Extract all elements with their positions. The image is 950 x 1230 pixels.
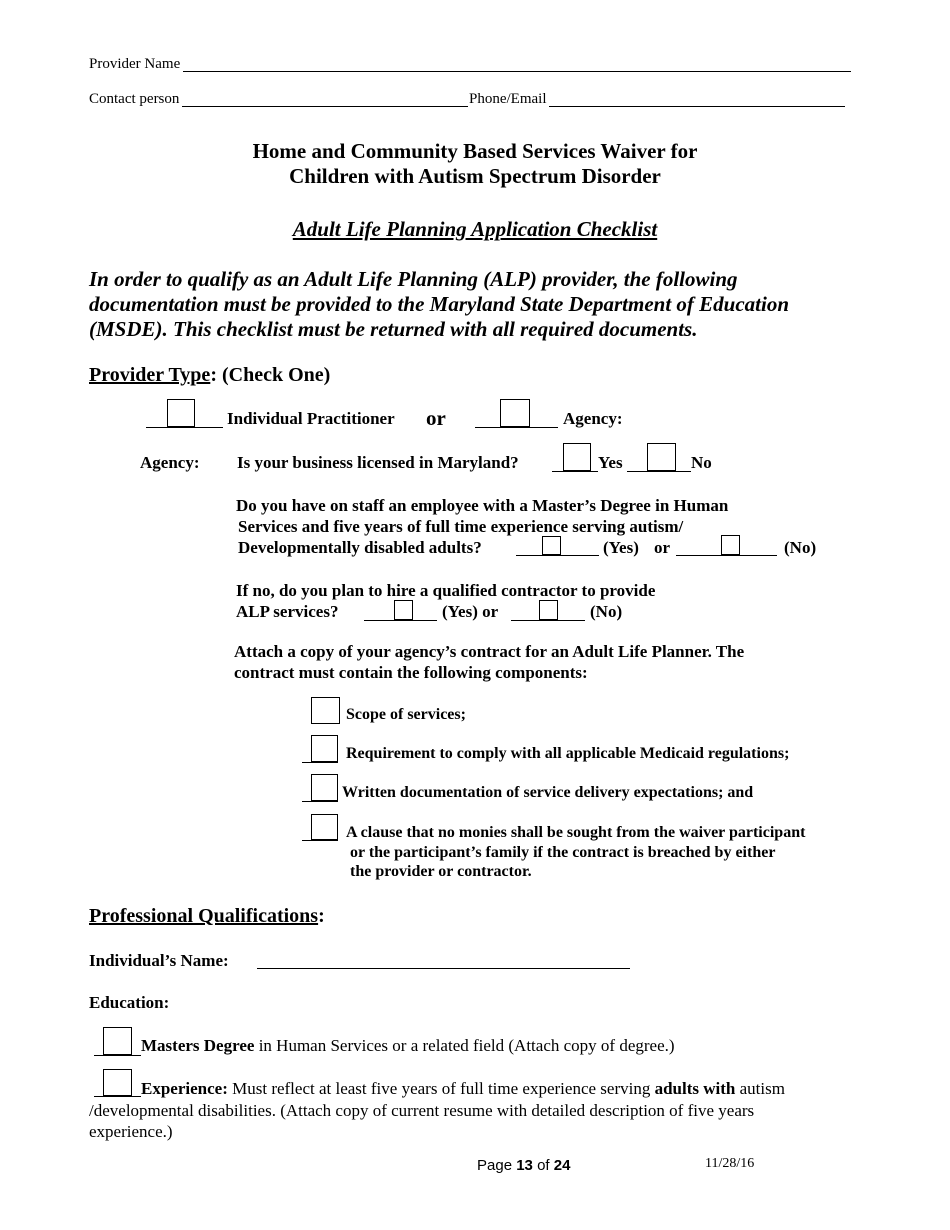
page-of-word: of xyxy=(537,1157,550,1174)
provider-name-input[interactable] xyxy=(183,71,851,72)
provider-type-heading xyxy=(89,364,330,387)
licensed-yes-underline xyxy=(552,471,598,472)
title-line-2: Children with Autism Spectrum Disorder xyxy=(289,164,661,188)
provider-name-field xyxy=(89,56,180,73)
experience-rest-1: Must reflect at least five years of full time experience serving xyxy=(227,1079,655,1098)
phone-email-label: Phone/Email xyxy=(469,91,547,107)
revision-date: 11/28/16 xyxy=(705,1156,755,1171)
title-line-1: Home and Community Based Services Waiver for xyxy=(252,139,698,163)
licensed-yes-checkbox[interactable] xyxy=(563,443,591,471)
clause-line-3: the provider or contractor. xyxy=(350,863,532,880)
clause-line-1: A clause that no monies shall be sought from the waiver participant xyxy=(346,824,806,841)
licensed-yes-label: Yes xyxy=(598,453,623,472)
written-documentation-checkbox[interactable] xyxy=(311,774,338,801)
intro-line-2: documentation must be provided to the Maryland State Department of Education xyxy=(89,292,790,316)
staff-yes-underline xyxy=(516,555,599,556)
or-label: or xyxy=(426,406,446,430)
page-number xyxy=(477,1157,570,1174)
individual-practitioner-label: Individual Practitioner xyxy=(227,409,395,428)
intro-line-1: In order to qualify as an Adult Life Planning (ALP) provider, the following xyxy=(89,267,738,291)
contractor-yes-or-label: (Yes) or xyxy=(442,602,499,621)
staff-question-line-3: Developmentally disabled adults? xyxy=(238,538,482,557)
contractor-question-line-1: If no, do you plan to hire a qualified contractor to provide xyxy=(236,581,656,600)
agency-section-label: Agency: xyxy=(140,453,200,472)
education-label: Education: xyxy=(89,993,170,1012)
medicaid-regulations-checkbox[interactable] xyxy=(311,735,338,762)
component-scope-label: Scope of services; xyxy=(346,706,466,723)
page-word: Page xyxy=(477,1157,513,1174)
clause-line-2: or the participant’s family if the contract is breached by either xyxy=(350,844,776,861)
masters-degree-bold: Masters Degree xyxy=(141,1036,255,1055)
individual-underline xyxy=(146,427,223,428)
contact-person-label: Contact person xyxy=(89,91,180,107)
scope-of-services-checkbox[interactable] xyxy=(311,697,340,724)
individual-practitioner-checkbox[interactable] xyxy=(167,399,195,427)
individual-name-label: Individual’s Name: xyxy=(89,951,229,970)
experience-line-1 xyxy=(141,1079,785,1099)
staff-question-line-1: Do you have on staff an employee with a Master’s Degree in Human xyxy=(236,496,729,515)
contractor-no-label: (No) xyxy=(590,602,623,621)
component-written-doc-label: Written documentation of service delivery expectations; and xyxy=(342,784,754,801)
professional-qualifications-heading xyxy=(89,905,325,928)
staff-question-line-2: Services and five years of full time experience serving autism/ xyxy=(238,517,684,536)
experience-underline xyxy=(94,1096,141,1097)
checklist-subtitle: Adult Life Planning Application Checklist xyxy=(292,217,658,241)
experience-bold-2: adults with xyxy=(654,1079,736,1098)
masters-degree-checkbox[interactable] xyxy=(103,1027,132,1055)
agency-type-label: Agency: xyxy=(563,409,623,428)
provider-type-heading-text: Provider Type xyxy=(89,364,211,386)
clause-underline xyxy=(302,840,338,841)
medicaid-underline xyxy=(302,762,338,763)
staff-yes-checkbox[interactable] xyxy=(542,536,561,555)
contractor-question-line-2: ALP services? xyxy=(236,602,339,621)
component-medicaid-label: Requirement to comply with all applicable Medicaid regulations; xyxy=(346,745,790,762)
experience-rest-2: autism xyxy=(735,1079,785,1098)
provider-type-heading-suffix: : (Check One) xyxy=(210,364,331,386)
experience-line-2: /developmental disabilities. (Attach copy of current resume with detailed description of five years xyxy=(89,1101,755,1120)
page-current: 13 xyxy=(516,1157,533,1174)
attach-contract-line-1: Attach a copy of your agency’s contract for an Adult Life Planner. The xyxy=(234,642,745,661)
contractor-yes-checkbox[interactable] xyxy=(394,600,413,620)
contractor-no-underline xyxy=(511,620,585,621)
masters-degree-line xyxy=(141,1036,675,1056)
staff-yes-label: (Yes) xyxy=(603,538,639,557)
licensed-no-label: No xyxy=(691,453,712,472)
experience-bold: Experience: xyxy=(141,1079,228,1098)
staff-no-label: (No) xyxy=(784,538,817,557)
experience-checkbox[interactable] xyxy=(103,1069,132,1096)
page-total: 24 xyxy=(553,1157,571,1174)
professional-qualifications-heading-suffix: : xyxy=(318,905,325,927)
written-doc-underline xyxy=(302,801,338,802)
attach-contract-line-2: contract must contain the following components: xyxy=(234,663,588,682)
agency-underline xyxy=(475,427,558,428)
no-monies-clause-checkbox[interactable] xyxy=(311,814,338,840)
contact-person-input[interactable] xyxy=(182,106,468,107)
phone-email-input[interactable] xyxy=(549,106,845,107)
agency-checkbox[interactable] xyxy=(500,399,530,427)
individual-name-input[interactable] xyxy=(257,968,630,969)
licensed-no-underline xyxy=(627,471,691,472)
intro-line-3: (MSDE). This checklist must be returned with all required documents. xyxy=(89,317,698,341)
masters-underline xyxy=(94,1055,141,1056)
contractor-yes-underline xyxy=(364,620,437,621)
staff-no-underline xyxy=(676,555,777,556)
licensed-no-checkbox[interactable] xyxy=(647,443,676,471)
provider-name-label: Provider Name xyxy=(89,56,181,72)
professional-qualifications-heading-text: Professional Qualifications xyxy=(89,905,319,927)
staff-or-label: or xyxy=(654,538,671,557)
staff-no-checkbox[interactable] xyxy=(721,535,740,555)
licensed-question: Is your business licensed in Maryland? xyxy=(237,453,519,472)
experience-line-3: experience.) xyxy=(89,1122,173,1141)
masters-degree-rest: in Human Services or a related field (Attach copy of degree.) xyxy=(254,1036,675,1055)
contractor-no-checkbox[interactable] xyxy=(539,600,558,620)
